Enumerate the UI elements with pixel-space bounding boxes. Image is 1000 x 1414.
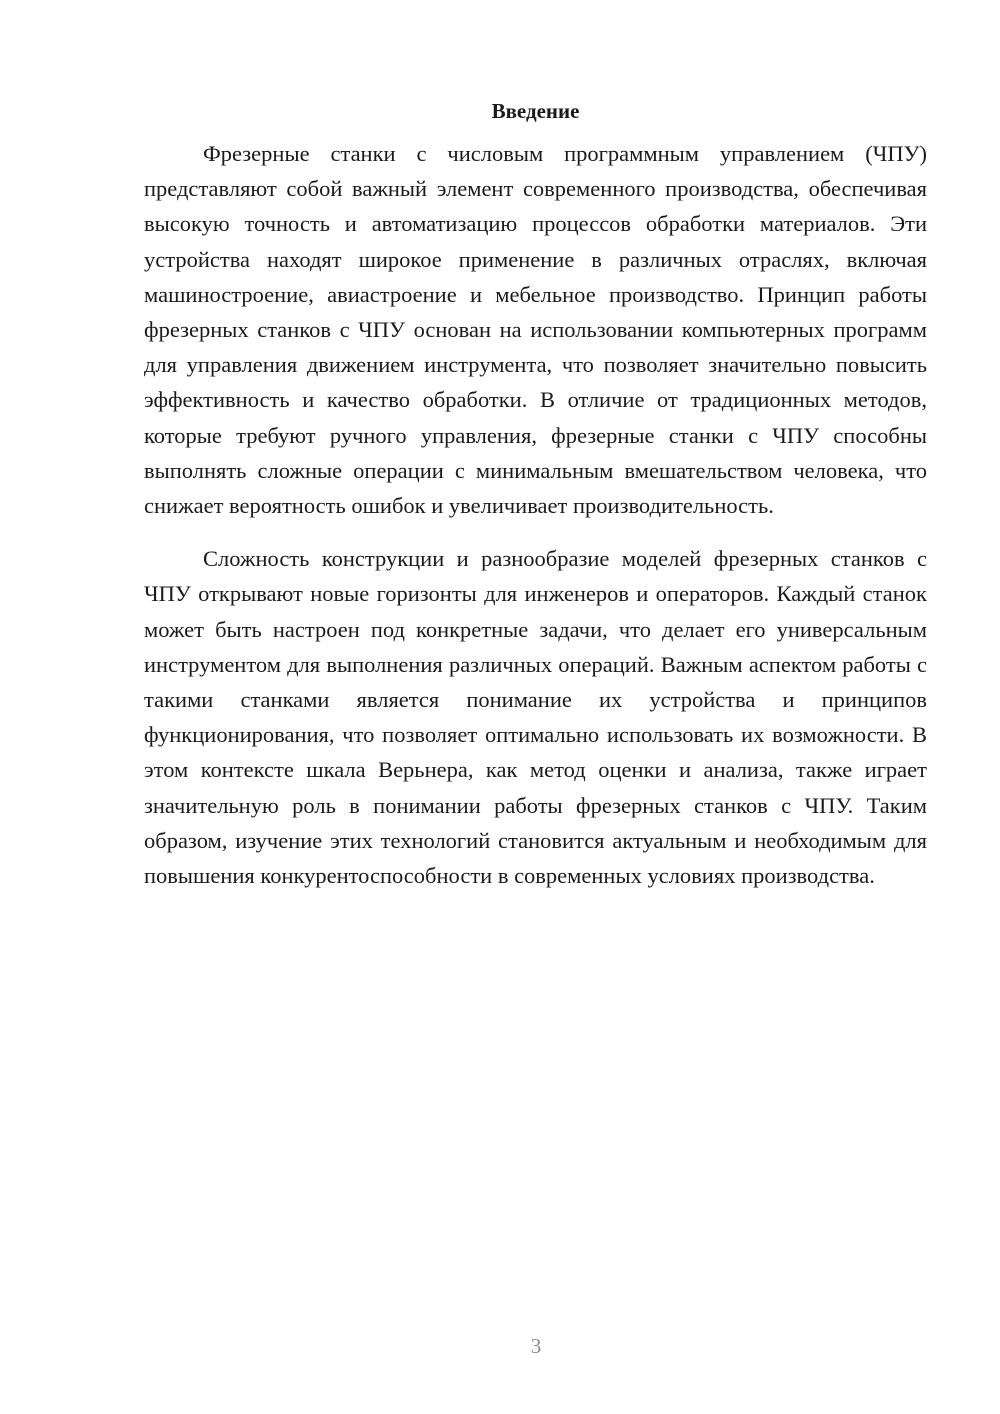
- paragraph-1: Фрезерные станки с числовым программным управлением (ЧПУ) представляют собой важный элемент современного производства, обеспечивая высокую точность и автоматизацию процессов обработки материалов. Эти устройства находят широкое применение в различных отраслях, включая машиностроение, авиастроение и мебельное производство. Принцип работы фрезерных станков с ЧПУ основан на использовании компьютерных программ для управления движением инструмента, что позволяет значительно повысить эффективность и качество обработки. В отличие от традиционных методов, которые требуют ручного управления, фрезерные станки с ЧПУ способны выполнять сложные операции с минимальным вмешательством человека, что снижает вероятность ошибок и увеличивает производительность.: [144, 141, 927, 519]
- page-content: [144, 96, 927, 893]
- section-title: Введение: [491, 99, 580, 123]
- page-number: 3: [530, 1334, 542, 1358]
- paragraph-2: Сложность конструкции и разнообразие моделей фрезерных станков с ЧПУ открывают новые горизонты для инженеров и операторов. Каждый станок может быть настроен под конкретные задачи, что делает его универсальным инструментом для выполнения различных операций. Важным аспектом работы с такими станками является понимание их устройства и принципов функционирования, что позволяет оптимально использовать их возможности. В этом контексте шкала Верьнера, как метод оценки и анализа, также играет значительную роль в понимании работы фрезерных станков с ЧПУ. Таким образом, изучение этих технологий становится актуальным и необходимым для повышения конкурентоспособности в современных условиях производства.: [144, 546, 927, 889]
